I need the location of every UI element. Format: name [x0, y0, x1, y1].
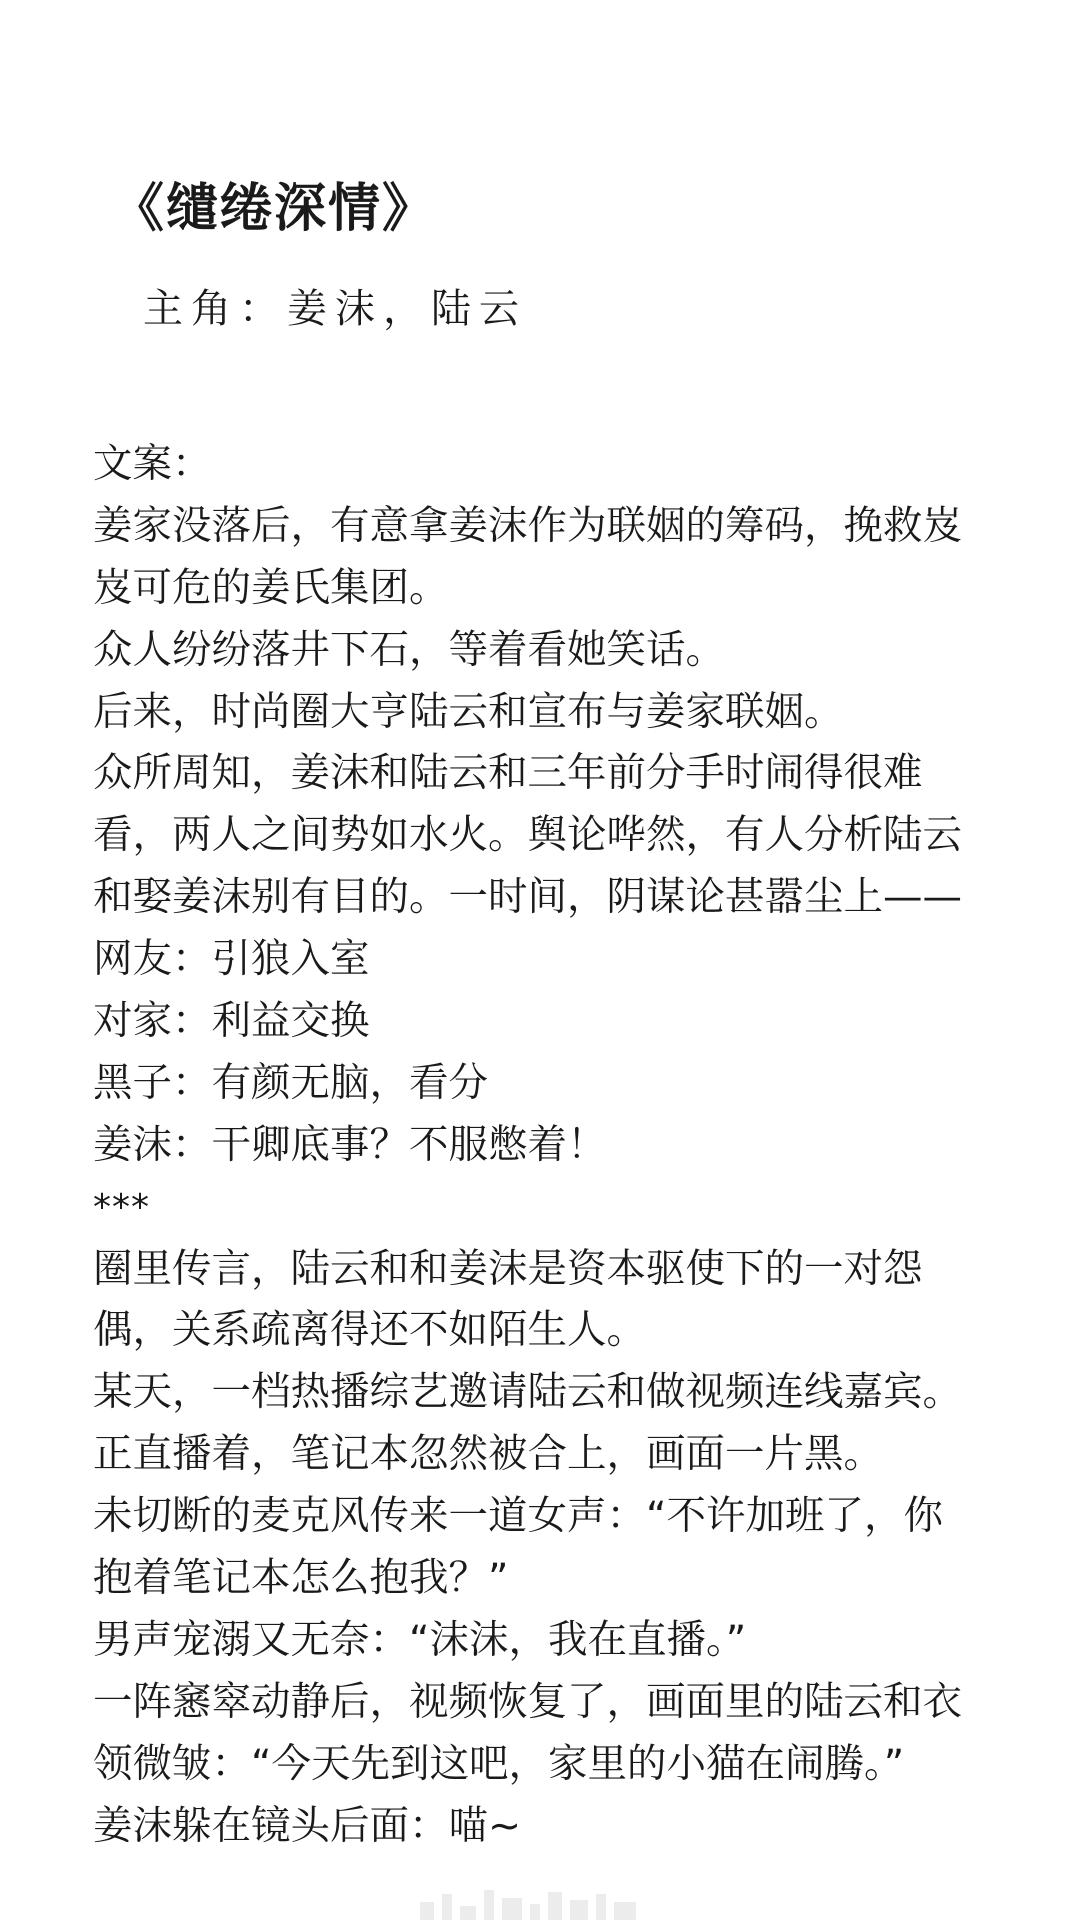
- synopsis-text: [93, 434, 1013, 1857]
- text-line: 网友：引狼入室: [93, 936, 370, 983]
- text-line: 岌可危的姜氏集团。: [93, 564, 449, 611]
- text-line: 领微皱：“今天先到这吧，家里的小猫在闹腾。”: [93, 1740, 905, 1787]
- text-line: 男声宠溺又无奈：“沫沫，我在直播。”: [93, 1616, 747, 1663]
- protagonists-line: 主角：姜沫，陆云: [143, 286, 527, 332]
- text-line: 众所周知，姜沫和陆云和三年前分手时闹得很难: [93, 750, 923, 797]
- text-line: 姜家没落后，有意拿姜沫作为联姻的筹码，挽救岌: [93, 502, 962, 549]
- text-line: 姜沫躲在镜头后面：喵~: [93, 1802, 522, 1849]
- text-line: 众人纷纷落井下石，等着看她笑话。: [93, 626, 725, 673]
- text-line: 姜沫：干卿底事？不服憋着！: [93, 1121, 607, 1168]
- text-line: 和娶姜沫别有目的。一时间，阴谋论甚嚣尘上——: [93, 874, 962, 921]
- section-divider: ***: [93, 1186, 150, 1228]
- synopsis-heading: 文案：: [93, 441, 212, 487]
- text-line: 一阵窸窣动静后，视频恢复了，画面里的陆云和衣: [93, 1678, 962, 1725]
- text-line: 未切断的麦克风传来一道女声：“不许加班了，你: [93, 1493, 943, 1540]
- book-title: 《缱绻深情》: [112, 179, 437, 239]
- text-line: 看，两人之间势如水火。舆论哗然，有人分析陆云: [93, 812, 962, 859]
- watermark-graphic: [420, 1888, 660, 1920]
- text-line: 抱着笔记本怎么抱我？”: [93, 1555, 509, 1602]
- text-line: 某天，一档热播综艺邀请陆云和做视频连线嘉宾。: [93, 1369, 962, 1416]
- text-line: 对家：利益交换: [93, 998, 370, 1045]
- text-line: 后来，时尚圈大亨陆云和宣布与姜家联姻。: [93, 688, 844, 735]
- text-line: 正直播着，笔记本忽然被合上，画面一片黑。: [93, 1431, 883, 1478]
- text-line: 黑子：有颜无脑，看分: [93, 1059, 488, 1106]
- text-line: 偶，关系疏离得还不如陌生人。: [93, 1307, 646, 1354]
- text-line: 圈里传言，陆云和和姜沫是资本驱使下的一对怨: [93, 1245, 923, 1292]
